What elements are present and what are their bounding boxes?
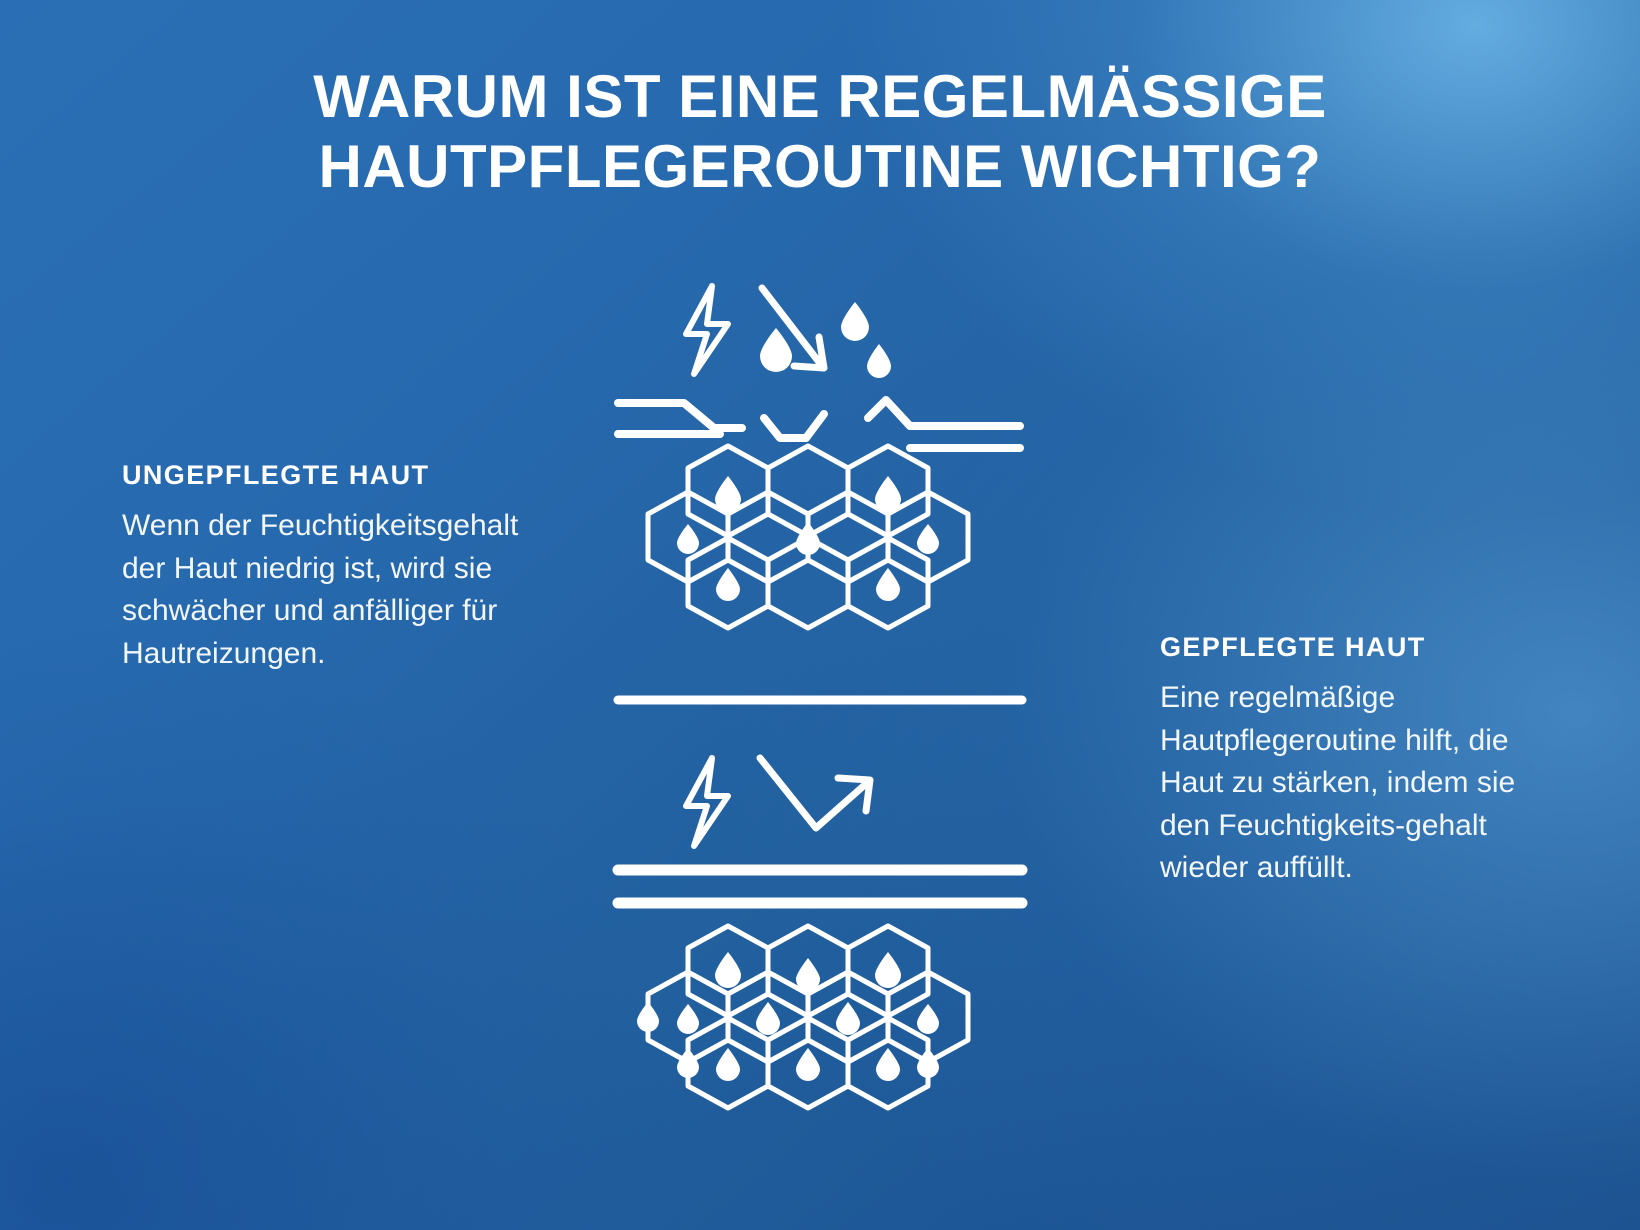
arrow-deflected-icon: [760, 758, 870, 828]
page-title-line-2: HAUTPFLEGEROUTINE WICHTIG?: [318, 132, 1322, 200]
cell-moisture-drops: [677, 476, 939, 601]
barrier-line-icon: [618, 400, 1020, 448]
page-title: [110, 62, 1530, 201]
left-block-body: Wenn der Feuchtigkeitsgehalt der Haut niedrig ist, wird sie schwächer und anfälliger für Hautreizungen.: [122, 509, 519, 670]
right-block-heading: GEPFLEGTE HAUT: [1160, 632, 1426, 662]
right-block-body: Eine regelmäßige Hautpflegeroutine hilft, die Haut zu stärken, indem sie den Feuchtigkeits-gehalt wieder auffüllt.: [1160, 681, 1516, 885]
right-text-block: [1160, 632, 1520, 890]
barrier-line-icon: [618, 870, 1022, 903]
healthy-skin-barrier-diagram: [618, 758, 1022, 1108]
lightning-bolt-icon: [686, 758, 728, 846]
page-title-line-1: WARUM IST EINE REGELMÄSSIGE: [313, 63, 1327, 130]
cell-moisture-drops: [637, 952, 939, 1081]
skin-barrier-illustration: [610, 258, 1030, 1138]
lightning-bolt-icon: [686, 286, 728, 374]
left-text-block: [122, 460, 522, 675]
left-block-heading: UNGEPFLEGTE HAUT: [122, 460, 430, 490]
damaged-skin-barrier-diagram: [618, 286, 1020, 628]
